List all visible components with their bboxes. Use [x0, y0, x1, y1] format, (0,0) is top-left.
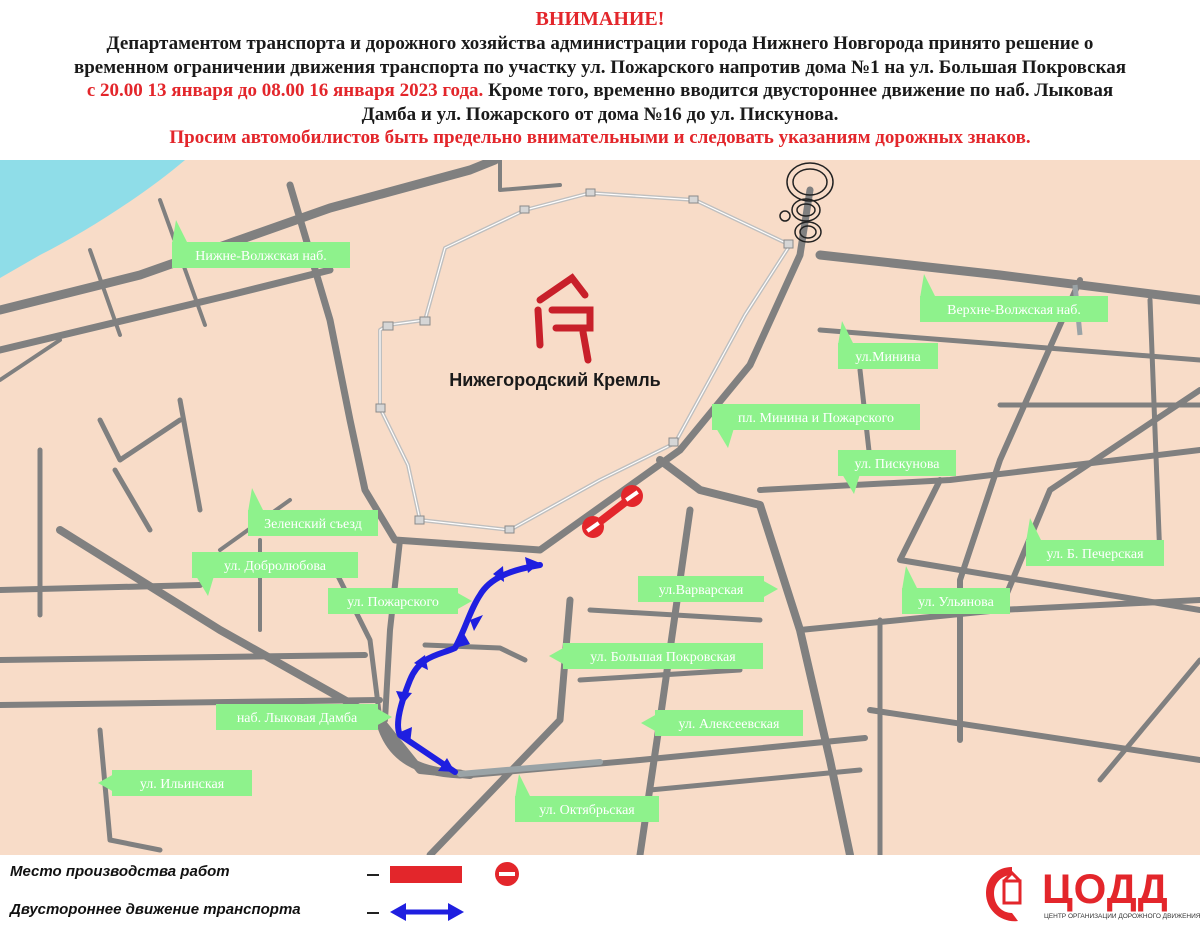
notice-header — [0, 0, 1200, 160]
city-map — [0, 160, 1200, 855]
street-label-text: ул. Добролюбова — [223, 559, 327, 574]
street-label-text: пл. Минина и Пожарского — [738, 411, 894, 426]
street-label-text: ул. Пожарского — [347, 595, 439, 610]
notice-line-1: Департаментом транспорта и дорожного хозяйства администрации города Нижнего Новгорода принято решение о — [106, 33, 1094, 54]
legend-two-way-label: Двустороннее движение транспорта — [10, 901, 301, 918]
legend — [0, 855, 1200, 936]
street-label-text: ул. Октябрьская — [539, 803, 635, 818]
legend-works-dash — [367, 874, 379, 876]
street-label — [549, 643, 763, 669]
legend-two-way-dash — [367, 912, 379, 914]
street-label-text: ул. Большая Покровская — [590, 650, 736, 665]
notice-warning: Просим автомобилистов быть предельно внимательными и следовать указаниям дорожных знаков. — [169, 127, 1031, 148]
legend-works-label: Место производства работ — [10, 863, 230, 880]
codd-logo — [982, 861, 1200, 933]
kremlin-label: Нижегородский Кремль — [449, 370, 661, 390]
street-label-text: ул. Ульянова — [918, 595, 994, 610]
street-label-text: наб. Лыковая Дамба — [236, 711, 358, 726]
notice-line-4: Дамба и ул. Пожарского от дома №16 до ул. Пискунова. — [361, 103, 839, 125]
street-label — [641, 710, 803, 736]
codd-logo-name: ЦОДД — [1042, 865, 1169, 912]
notice-dates: с 20.00 13 января до 08.00 16 января 2023 года. — [86, 80, 484, 101]
street-label — [216, 704, 392, 730]
street-label-text: ул. Алексеевская — [678, 717, 780, 732]
street-label-text: Зеленский съезд — [264, 517, 362, 532]
street-label-text: Верхне-Волжская наб. — [947, 303, 1081, 318]
codd-logo-icon — [982, 863, 1042, 927]
notice-line-2: временном ограничении движения транспорта по участку ул. Пожарского напротив дома №1 на ул. Большая Покровская — [73, 56, 1127, 78]
legend-two-way-arrow-icon — [390, 901, 464, 923]
legend-works-bar — [390, 866, 462, 883]
legend-no-entry-icon — [494, 861, 520, 887]
street-label-text: ул.Варварская — [658, 583, 744, 598]
street-label-text: Нижне-Волжская наб. — [195, 249, 327, 264]
street-label-text: ул. Пискунова — [854, 457, 940, 472]
street-label — [98, 770, 252, 796]
notice-line-3-text: Кроме того, временно вводится двустороннее движение по наб. Лыковая — [483, 80, 1114, 101]
street-label-text: ул.Минина — [855, 350, 921, 365]
street-label — [328, 588, 472, 614]
notice-line-3 — [0, 79, 1200, 103]
codd-logo-subtitle: ЦЕНТР ОРГАНИЗАЦИИ ДОРОЖНОГО ДВИЖЕНИЯ — [1044, 913, 1200, 920]
street-label-text: ул. Б. Печерская — [1046, 547, 1144, 562]
street-label — [638, 576, 778, 602]
street-label-text: ул. Ильинская — [139, 777, 225, 792]
notice-title: ВНИМАНИЕ! — [535, 8, 665, 30]
